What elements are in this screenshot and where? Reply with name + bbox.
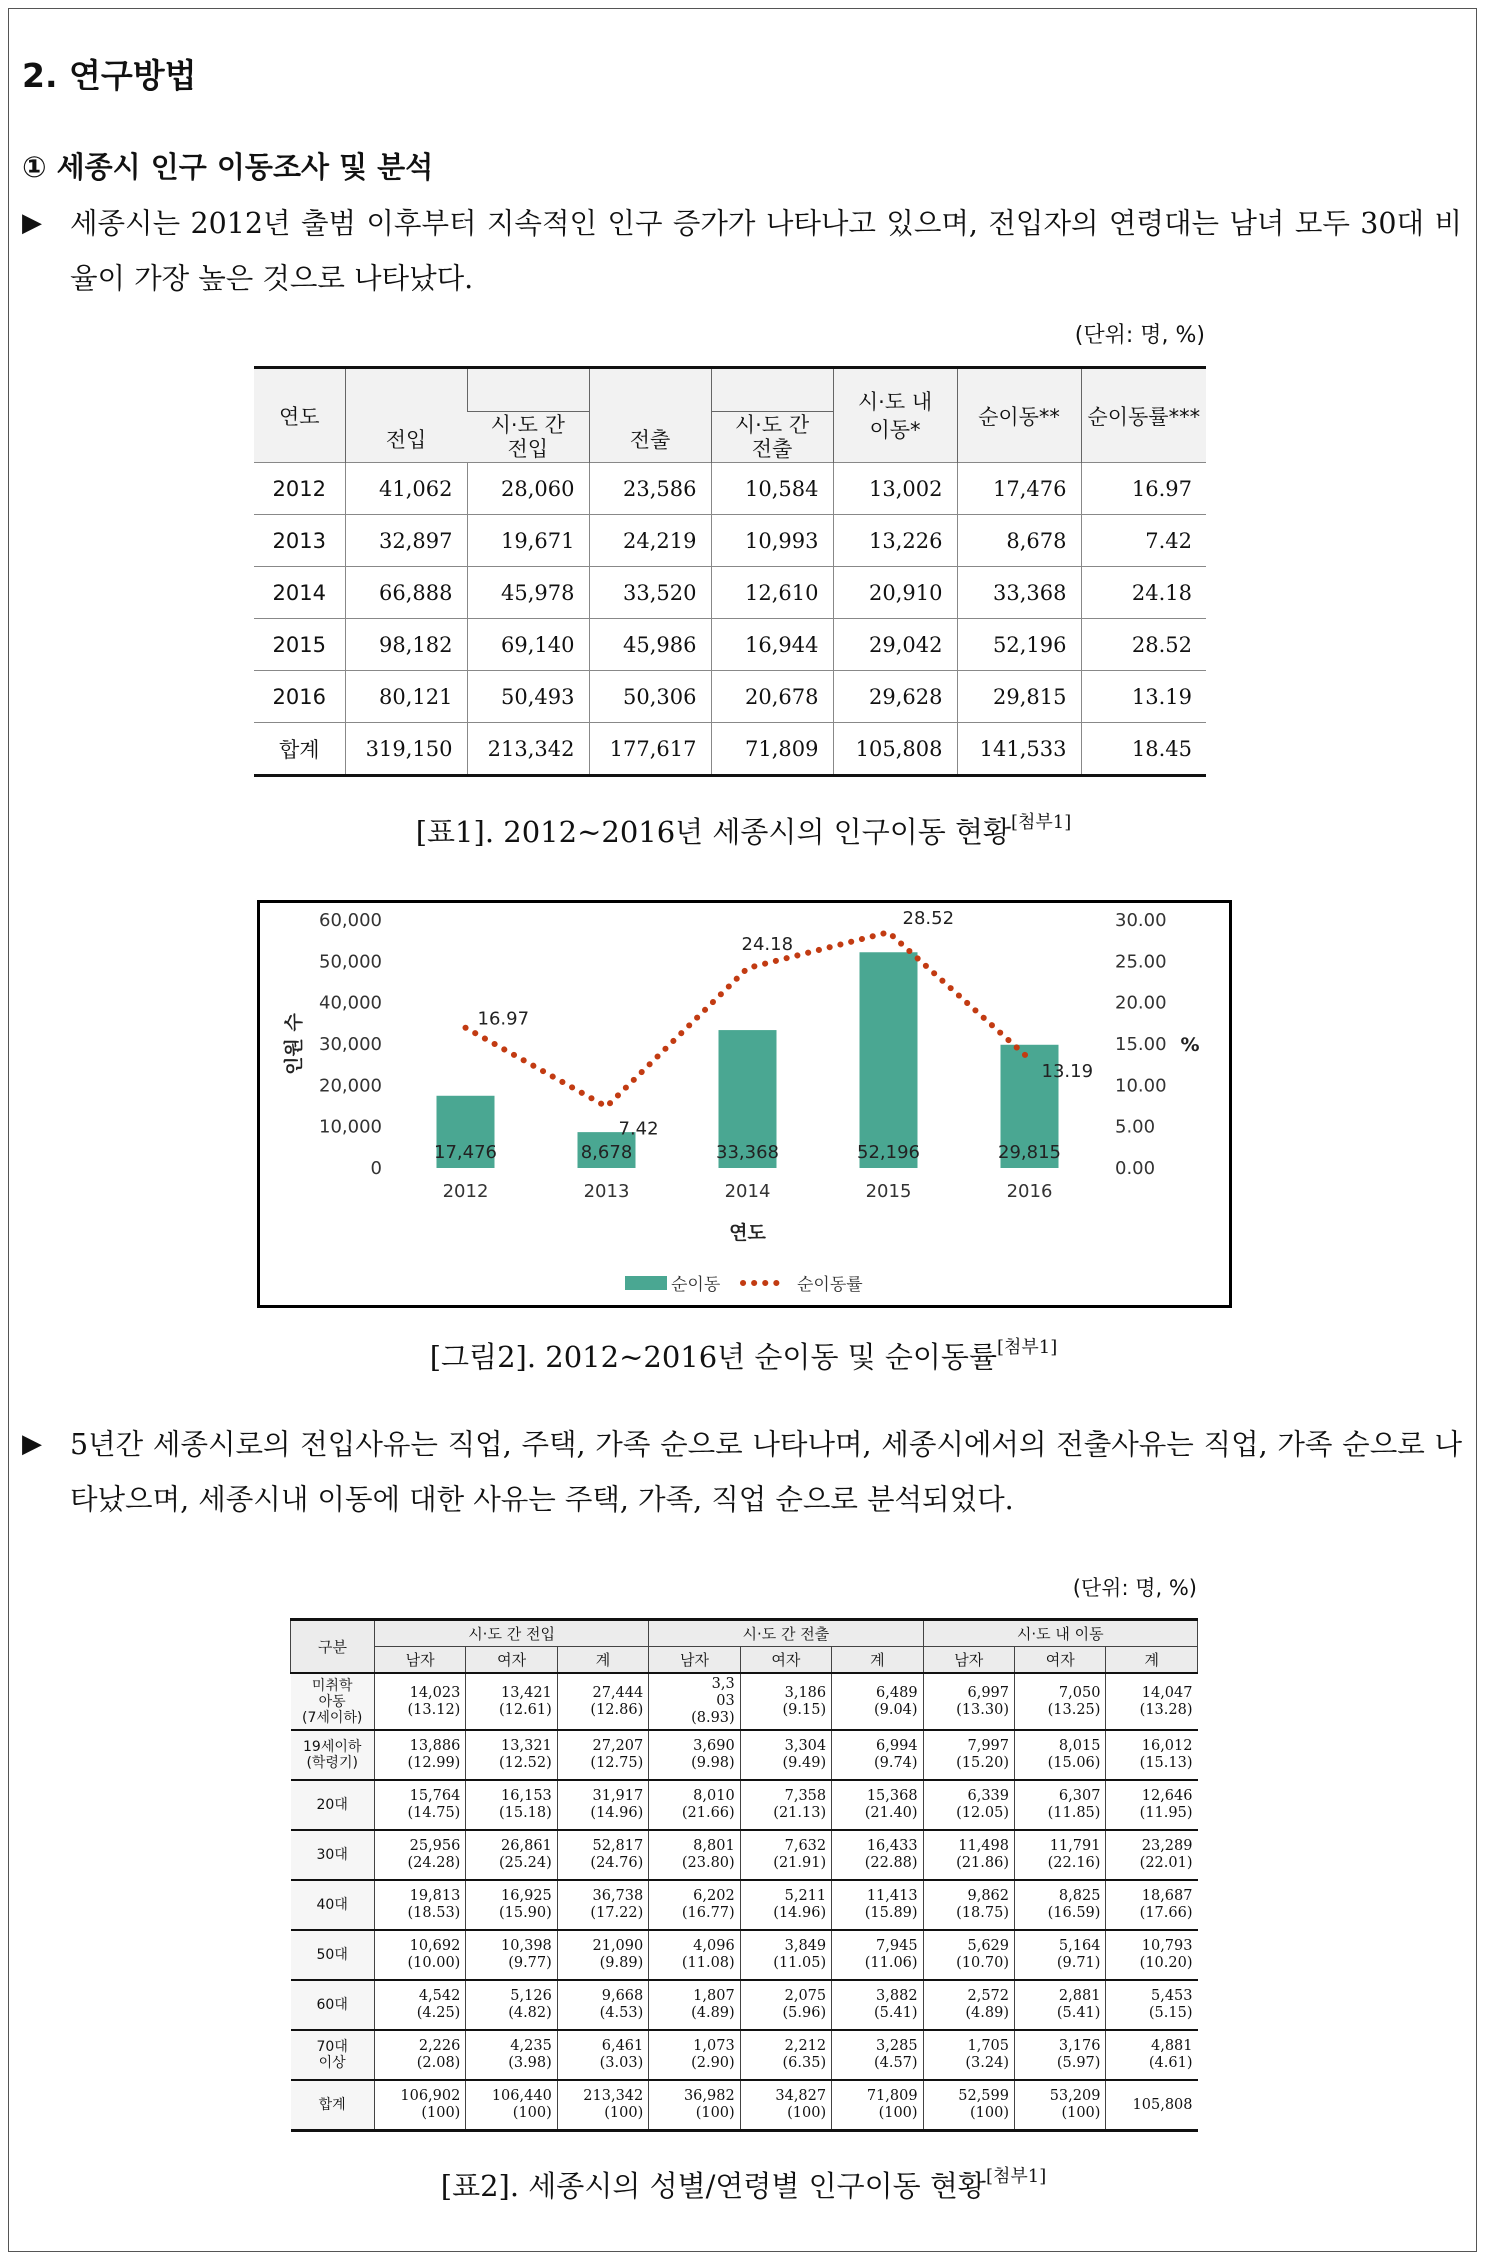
table2-row xyxy=(291,1930,1198,1980)
table2-cell: 213,342 (100) xyxy=(557,2080,648,2131)
table2-row-label: 70대 이상 xyxy=(291,2030,375,2080)
legend-label-line: 순이동률 xyxy=(797,1275,863,1295)
table1-cell: 7.42 xyxy=(1081,515,1206,567)
table2-cell: 13,886 (12.99) xyxy=(374,1730,465,1780)
bar-data-label: 52,196 xyxy=(857,1142,920,1163)
paragraph-1-text: 세종시는 2012년 출범 이후부터 지속적인 인구 증가가 나타나고 있으며, 전입자의 연령대는 남녀 모두 30대 비율이 가장 높은 것으로 나타났다. xyxy=(70,207,1462,295)
table2-cell: 4,235 (3.98) xyxy=(466,2030,557,2080)
x-tick-label: 2013 xyxy=(583,1181,630,1202)
table2-unit: (단위: 명, %) xyxy=(1072,1576,1197,1600)
y2-tick-label: 15.00 xyxy=(1115,1034,1167,1055)
table2-cell: 2,226 (2.08) xyxy=(374,2030,465,2080)
table2-row xyxy=(291,2030,1198,2080)
y2-tick-label: 30.00 xyxy=(1115,910,1167,931)
table2-cell: 10,692 (10.00) xyxy=(374,1930,465,1980)
table2-cell: 5,453 (5.15) xyxy=(1106,1980,1198,2030)
table2-cell: 3,849 (11.05) xyxy=(740,1930,831,1980)
table2-cell: 9,862 (18.75) xyxy=(923,1880,1014,1930)
bar-data-label: 33,368 xyxy=(716,1142,779,1163)
table1-row-label: 2016 xyxy=(254,671,345,723)
table1-cell: 16,944 xyxy=(711,619,833,671)
line-data-label: 24.18 xyxy=(741,934,794,956)
table1-cell: 33,520 xyxy=(589,567,711,619)
table1-cell: 29,628 xyxy=(833,671,957,723)
t2-th-category: 구분 xyxy=(291,1620,375,1674)
table2-cell: 6,489 (9.04) xyxy=(832,1673,923,1730)
table1-cell: 16.97 xyxy=(1081,463,1206,515)
table2-row xyxy=(291,2080,1198,2131)
bar-data-label: 8,678 xyxy=(580,1142,633,1163)
y-tick-label: 10,000 xyxy=(319,1116,382,1138)
chart-svg xyxy=(260,903,1229,1305)
t2-th-intra: 시·도 내 이동 xyxy=(923,1620,1197,1647)
table2-cell: 1,705 (3.24) xyxy=(923,2030,1014,2080)
table1-cell: 71,809 xyxy=(711,723,833,776)
table2-row-label: 40대 xyxy=(291,1880,375,1930)
figure-caption-sup: [첨부1] xyxy=(996,1337,1058,1358)
table2-cell: 8,015 (15.06) xyxy=(1015,1730,1106,1780)
table2-row-label: 합계 xyxy=(291,2080,375,2131)
table2-cell: 1,807 (4.89) xyxy=(649,1980,740,2030)
table1-row xyxy=(254,515,1206,567)
line-data-label: 7.42 xyxy=(618,1118,659,1140)
table2-cell: 11,498 (21.86) xyxy=(923,1830,1014,1880)
paragraph-2-text: 5년간 세종시로의 전입사유는 직업, 주택, 가족 순으로 나타나며, 세종시에서의 전출사유는 직업, 가족 순으로 나타났으며, 세종시내 이동에 대한 사유는 주택, 가족, 직업 순으로 분석되었다. xyxy=(70,1428,1462,1516)
table2-cell: 9,668 (4.53) xyxy=(557,1980,648,2030)
table2-cell: 7,358 (21.13) xyxy=(740,1780,831,1830)
bar-data-label: 29,815 xyxy=(998,1142,1061,1163)
table1-cell: 23,586 xyxy=(589,463,711,515)
table2-cell: 6,307 (11.85) xyxy=(1015,1780,1106,1830)
y-tick-label: 40,000 xyxy=(319,992,382,1014)
table2-cell: 10,793 (10.20) xyxy=(1106,1930,1198,1980)
table1-cell: 41,062 xyxy=(345,463,467,515)
table2-cell: 12,646 (11.95) xyxy=(1106,1780,1198,1830)
t2-subheader: 여자 xyxy=(466,1647,557,1674)
table2-cell: 3,285 (4.57) xyxy=(832,2030,923,2080)
y-tick-label: 0 xyxy=(370,1158,382,1179)
table1-cell: 18.45 xyxy=(1081,723,1206,776)
subsection-title: ① 세종시 인구 이동조사 및 분석 xyxy=(22,150,434,184)
table1-cell: 28,060 xyxy=(467,463,589,515)
y2-tick-label: 10.00 xyxy=(1115,1075,1167,1097)
table2-cell: 5,629 (10.70) xyxy=(923,1930,1014,1980)
bullet-arrow-icon: ▶ xyxy=(22,208,42,238)
table2-cell: 3,882 (5.41) xyxy=(832,1980,923,2030)
table2-row xyxy=(291,1980,1198,2030)
x-tick-label: 2015 xyxy=(865,1181,912,1202)
y2-tick-label: 20.00 xyxy=(1115,992,1167,1014)
table1-cell: 80,121 xyxy=(345,671,467,723)
table2-cell: 15,368 (21.40) xyxy=(832,1780,923,1830)
table2-cell: 14,023 (13.12) xyxy=(374,1673,465,1730)
table2-cell: 53,209 (100) xyxy=(1015,2080,1106,2131)
y-axis-label: 인원 수 xyxy=(283,1013,305,1075)
table2-caption-text: [표2]. 세종시의 성별/연령별 인구이동 현황 xyxy=(440,2169,986,2203)
table1-cell: 45,978 xyxy=(467,567,589,619)
t2-subheader: 남자 xyxy=(649,1647,740,1674)
table2-cell: 13,421 (12.61) xyxy=(466,1673,557,1730)
table1-row xyxy=(254,619,1206,671)
table1-cell: 20,910 xyxy=(833,567,957,619)
table2-cell: 2,212 (6.35) xyxy=(740,2030,831,2080)
table1-cell: 10,993 xyxy=(711,515,833,567)
table2-cell: 36,982 (100) xyxy=(649,2080,740,2131)
table2-cell: 1,073 (2.90) xyxy=(649,2030,740,2080)
table2-row-label: 60대 xyxy=(291,1980,375,2030)
section-title: 2. 연구방법 xyxy=(22,56,197,95)
net-migration-chart xyxy=(257,900,1232,1308)
y-tick-label: 30,000 xyxy=(319,1034,382,1055)
table1-cell: 12,610 xyxy=(711,567,833,619)
table1 xyxy=(254,366,1206,777)
y-tick-label: 60,000 xyxy=(319,910,382,931)
th-out-inter: 시·도 간 전출 xyxy=(711,412,833,463)
table2-cell: 36,738 (17.22) xyxy=(557,1880,648,1930)
table2-cell: 16,925 (15.90) xyxy=(466,1880,557,1930)
table2-cell: 31,917 (14.96) xyxy=(557,1780,648,1830)
table1-cell: 17,476 xyxy=(957,463,1081,515)
table1-row-label: 2015 xyxy=(254,619,345,671)
table1-cell: 66,888 xyxy=(345,567,467,619)
table2-cell: 52,599 (100) xyxy=(923,2080,1014,2131)
table2-cell: 2,075 (5.96) xyxy=(740,1980,831,2030)
y2-tick-label: 25.00 xyxy=(1115,951,1167,973)
table1-cell: 33,368 xyxy=(957,567,1081,619)
figure-caption-text: [그림2]. 2012~2016년 순이동 및 순이동률 xyxy=(429,1340,997,1374)
th-in-inter: 시·도 간 전입 xyxy=(467,412,589,463)
th-intra: 시·도 내 이동* xyxy=(833,368,957,463)
y2-tick-label: 5.00 xyxy=(1115,1116,1156,1138)
table1-cell: 50,306 xyxy=(589,671,711,723)
t2-subheader: 남자 xyxy=(923,1647,1014,1674)
table1-cell: 24.18 xyxy=(1081,567,1206,619)
table2-cell: 16,153 (15.18) xyxy=(466,1780,557,1830)
table2-cell: 6,994 (9.74) xyxy=(832,1730,923,1780)
table1-cell: 213,342 xyxy=(467,723,589,776)
t2-subheader: 남자 xyxy=(374,1647,465,1674)
table2-cell: 16,012 (15.13) xyxy=(1106,1730,1198,1780)
figure-caption xyxy=(0,1333,1487,1376)
table2-cell: 15,764 (14.75) xyxy=(374,1780,465,1830)
table2-cell: 8,825 (16.59) xyxy=(1015,1880,1106,1930)
th-net-rate: 순이동률*** xyxy=(1081,368,1206,463)
table2-cell: 5,164 (9.71) xyxy=(1015,1930,1106,1980)
table2-cell: 3,690 (9.98) xyxy=(649,1730,740,1780)
table2-cell: 27,207 (12.75) xyxy=(557,1730,648,1780)
table2-row-label: 50대 xyxy=(291,1930,375,1980)
table2-cell: 6,461 (3.03) xyxy=(557,2030,648,2080)
table1-cell: 13,226 xyxy=(833,515,957,567)
table1-cell: 69,140 xyxy=(467,619,589,671)
table2-cell: 6,339 (12.05) xyxy=(923,1780,1014,1830)
legend-swatch-bar xyxy=(625,1276,667,1290)
table2-cell: 8,010 (21.66) xyxy=(649,1780,740,1830)
table2-cell: 16,433 (22.88) xyxy=(832,1830,923,1880)
y2-axis-label: % xyxy=(1180,1034,1200,1056)
table1-cell: 32,897 xyxy=(345,515,467,567)
table2-cell: 52,817 (24.76) xyxy=(557,1830,648,1880)
x-tick-label: 2014 xyxy=(724,1181,771,1202)
line-data-label: 28.52 xyxy=(902,908,955,930)
table2-cell: 18,687 (17.66) xyxy=(1106,1880,1198,1930)
table1-cell: 50,493 xyxy=(467,671,589,723)
table2-cell: 11,791 (22.16) xyxy=(1015,1830,1106,1880)
y-tick-label: 50,000 xyxy=(319,951,382,973)
y-tick-label: 20,000 xyxy=(319,1075,382,1097)
table2-cell: 19,813 (18.53) xyxy=(374,1880,465,1930)
line-data-label: 13.19 xyxy=(1041,1060,1094,1082)
table2-row-label: 19세이하 (학령기) xyxy=(291,1730,375,1780)
table1-cell: 10,584 xyxy=(711,463,833,515)
table1-row xyxy=(254,463,1206,515)
paragraph-1 xyxy=(22,196,1462,306)
table2-cell: 3,186 (9.15) xyxy=(740,1673,831,1730)
table2-cell: 11,413 (15.89) xyxy=(832,1880,923,1930)
table1-row xyxy=(254,723,1206,776)
table2-cell: 13,321 (12.52) xyxy=(466,1730,557,1780)
table2-cell: 8,801 (23.80) xyxy=(649,1830,740,1880)
table1-cell: 19,671 xyxy=(467,515,589,567)
table2-row xyxy=(291,1730,1198,1780)
table2-cell: 7,050 (13.25) xyxy=(1015,1673,1106,1730)
table2-caption xyxy=(0,2162,1487,2205)
t2-subheader: 여자 xyxy=(740,1647,831,1674)
table1-row xyxy=(254,567,1206,619)
table2-cell: 3,176 (5.97) xyxy=(1015,2030,1106,2080)
table2-cell: 106,440 (100) xyxy=(466,2080,557,2131)
table1-row-label: 합계 xyxy=(254,723,345,776)
table2-cell: 6,997 (13.30) xyxy=(923,1673,1014,1730)
table1-cell: 45,986 xyxy=(589,619,711,671)
table2-cell: 5,126 (4.82) xyxy=(466,1980,557,2030)
bar-net-migration xyxy=(860,952,918,1168)
table2-row-label: 미취학 아동 (7세이하) xyxy=(291,1673,375,1730)
table1-cell: 29,042 xyxy=(833,619,957,671)
table1-caption xyxy=(0,808,1487,851)
table2-row xyxy=(291,1673,1198,1730)
table2-cell: 106,902 (100) xyxy=(374,2080,465,2131)
table1-caption-text: [표1]. 2012~2016년 세종시의 인구이동 현황 xyxy=(415,815,1011,849)
table2 xyxy=(290,1618,1198,2132)
line-data-label: 16.97 xyxy=(477,1008,530,1030)
table2-cell: 23,289 (22.01) xyxy=(1106,1830,1198,1880)
table2-cell: 71,809 (100) xyxy=(832,2080,923,2131)
table2-cell: 7,997 (15.20) xyxy=(923,1730,1014,1780)
y2-tick-label: 0.00 xyxy=(1115,1158,1156,1179)
table1-cell: 28.52 xyxy=(1081,619,1206,671)
t2-th-out-inter: 시·도 간 전출 xyxy=(649,1620,923,1647)
table2-cell: 3,3 03 (8.93) xyxy=(649,1673,740,1730)
table1-row-label: 2014 xyxy=(254,567,345,619)
th-in: 전입 xyxy=(345,368,467,463)
table1-cell: 20,678 xyxy=(711,671,833,723)
table1-row-label: 2013 xyxy=(254,515,345,567)
table1-cell: 29,815 xyxy=(957,671,1081,723)
th-blank-2 xyxy=(711,368,833,412)
table1-cell: 98,182 xyxy=(345,619,467,671)
table1-cell: 319,150 xyxy=(345,723,467,776)
table2-row xyxy=(291,1780,1198,1830)
table2-cell: 14,047 (13.28) xyxy=(1106,1673,1198,1730)
legend-label-bar: 순이동 xyxy=(671,1275,721,1295)
table2-cell: 4,096 (11.08) xyxy=(649,1930,740,1980)
table1-cell: 141,533 xyxy=(957,723,1081,776)
x-tick-label: 2012 xyxy=(442,1181,489,1202)
table1-unit: (단위: 명, %) xyxy=(1074,323,1205,348)
table2-cell: 7,632 (21.91) xyxy=(740,1830,831,1880)
table1-cell: 13,002 xyxy=(833,463,957,515)
table2-row xyxy=(291,1880,1198,1930)
table1-cell: 105,808 xyxy=(833,723,957,776)
table2-cell: 2,881 (5.41) xyxy=(1015,1980,1106,2030)
t2-th-in-inter: 시·도 간 전입 xyxy=(374,1620,648,1647)
th-year: 연도 xyxy=(254,368,345,463)
table2-cell: 2,572 (4.89) xyxy=(923,1980,1014,2030)
bar-data-label: 17,476 xyxy=(434,1142,497,1163)
t2-subheader: 계 xyxy=(557,1647,648,1674)
table1-cell: 177,617 xyxy=(589,723,711,776)
table2-cell: 6,202 (16.77) xyxy=(649,1880,740,1930)
paragraph-2 xyxy=(22,1417,1462,1527)
table2-cell: 34,827 (100) xyxy=(740,2080,831,2131)
th-blank-1 xyxy=(467,368,589,412)
table1-cell: 8,678 xyxy=(957,515,1081,567)
table1-cell: 24,219 xyxy=(589,515,711,567)
x-axis-label: 연도 xyxy=(729,1222,766,1244)
t2-subheader: 계 xyxy=(1106,1647,1198,1674)
t2-subheader: 여자 xyxy=(1015,1647,1106,1674)
table2-cell: 26,861 (25.24) xyxy=(466,1830,557,1880)
table1-row-label: 2012 xyxy=(254,463,345,515)
x-tick-label: 2016 xyxy=(1006,1181,1053,1202)
table1-cell: 13.19 xyxy=(1081,671,1206,723)
table2-cell: 4,881 (4.61) xyxy=(1106,2030,1198,2080)
table2-cell: 7,945 (11.06) xyxy=(832,1930,923,1980)
table2-cell: 105,808 xyxy=(1106,2080,1198,2131)
table2-caption-sup: [첨부1] xyxy=(985,2166,1047,2187)
table2-row-label: 30대 xyxy=(291,1830,375,1880)
table2-cell: 27,444 (12.86) xyxy=(557,1673,648,1730)
table2-row xyxy=(291,1830,1198,1880)
table2-cell: 21,090 (9.89) xyxy=(557,1930,648,1980)
table1-caption-sup: [첨부1] xyxy=(1010,812,1072,833)
table2-row-label: 20대 xyxy=(291,1780,375,1830)
th-out: 전출 xyxy=(589,368,711,463)
table1-row xyxy=(254,671,1206,723)
table2-cell: 25,956 (24.28) xyxy=(374,1830,465,1880)
table2-cell: 5,211 (14.96) xyxy=(740,1880,831,1930)
table2-cell: 3,304 (9.49) xyxy=(740,1730,831,1780)
t2-subheader: 계 xyxy=(832,1647,923,1674)
table2-cell: 4,542 (4.25) xyxy=(374,1980,465,2030)
table1-cell: 52,196 xyxy=(957,619,1081,671)
bullet-arrow-icon: ▶ xyxy=(22,1429,42,1459)
table2-cell: 10,398 (9.77) xyxy=(466,1930,557,1980)
th-net: 순이동** xyxy=(957,368,1081,463)
